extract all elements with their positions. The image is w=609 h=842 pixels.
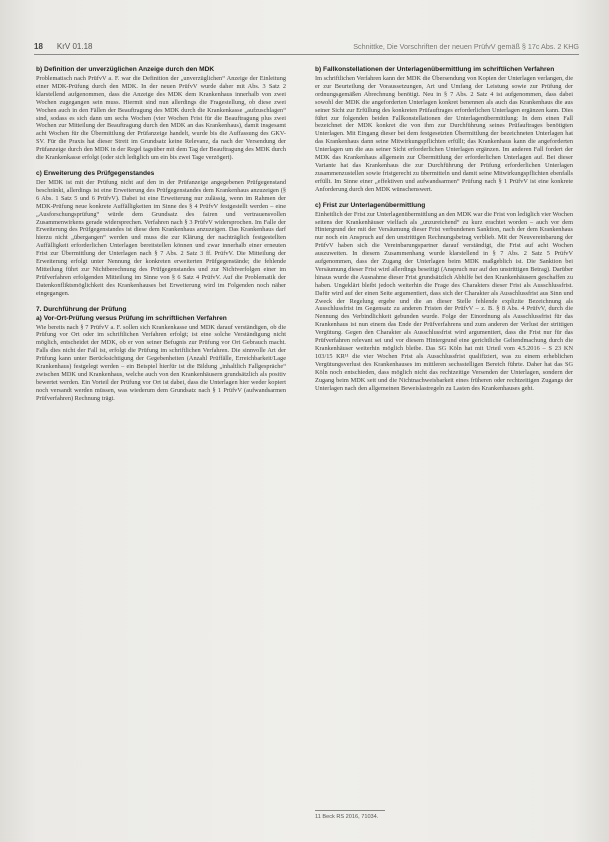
page-number: 18 [34,41,43,51]
paragraph: Der MDK ist mit der Prüfung nicht auf den in der Prüfanzeige angegebenen Prüfgegenstand beschränkt, allerdings ist eine Erweiterung des Prüfgegenstandes dem Krankenhaus anzuzeigen (§ 6 Abs. 1 Satz 5 und 6 PrüfvV). Dabei ist eine Erweiterung nur zulässig, wenn im Rahmen der MDK-Prüfung neue konkrete Auffälligkeiten im Sinne des § 4 PrüfvV festgestellt werden – eine „Ausforschungsprüfung“ würde dem Grundsatz des fairen und vertrauensvollen Zusammenwirkens gerade widersprechen. Verfahren nach § 3 PrüfvV widersprochen. Im Falle der Erweiterung des Prüfgegenstandes ist diese dem Krankenhaus anzuzeigen. Das Krankenhaus darf hierzu nicht „übergangen“ werden und muss die zur Klärung der nachträglich festgestellten Auffälligkeit erforderlichen Unterlagen bereitstellen können und zwar innerhalb einer erneuten Frist zur Übermittlung der Unterlagen nach § 7 Abs. 2 Satz 3 ff. PrüfvV. Die Mitteilung der Erweiterung erfolgt unter Nennung der konkreten erweiterten Prüfgegenstände; die fehlende Mitteilung führt zur Nichtberechnung des Prüfgegenstandes und zur Nichtverfolgen einer im Prüfverfahren erfolgenden Mitteilung im Sinne von § 6 Satz 4 PrüfvV. Auf die Problematik der Datenkonfliktsmöglichkeit des Krankenhauses bei Erweiterung wird im Folgenden noch näher eingegangen. [36,178,286,297]
page-header [34,40,579,52]
chapter-heading: 7. Durchführung der Prüfung [36,305,127,313]
journal-label: KrV 01.18 [56,41,93,51]
section-heading: a) Vor-Ort-Prüfung versus Prüfung im schriftlichen Verfahren [36,314,227,322]
right-column [315,66,573,400]
section-heading: c) Erweiterung des Prüfgegenstandes [36,169,155,177]
left-column [36,66,286,411]
section-heading: b) Definition der unverzüglichen Anzeige durch den MDK [36,66,215,73]
section-heading: b) Fallkonstellationen der Unterlagenübermittlung im schriftlichen Verfahren [315,66,555,73]
running-title: Schnittke, Die Vorschriften der neuen PrüfvV gemäß § 17c Abs. 2 KHG [353,41,579,51]
paragraph: Im schriftlichen Verfahren kann der MDK die Übersendung von Kopien der Unterlagen verlangen, die er zur Beurteilung der Voraussetzungen, Art und Umfang der Leistung sowie zur Prüfung der ordnungsgemäßen Abrechnung benötigt. Neu in § 7 Abs. 2 Satz 4 ist aufgenommen, dass dabei sowohl der MDK die angeforderten Unterlagen konkret benennen als auch das Krankenhaus die aus seiner Sicht zur Erfüllung des konkreten Prüfauftrages erforderlichen Unterlagen ergänzen kann. Dies führt zur folgenden beiden Fallkonstellationen der Unterlagenübermittlung: In dem einen Fall bezeichnet der MDK konkret die von ihm zur Durchführung seines Prüfauftrages benötigten Unterlagen. Mit Eingang dieser bei dem festgesetzten Übermittlung der bezeichneten Unterlagen hat das Krankenhaus dann seine Mitwirkungspflichten erfüllt; das Krankenhaus kann die angeforderten Unterlagen um die aus seiner Sicht erforderlichen Unterlagen ergänzen. Im anderen Fall fordert der MDK das Krankenhaus allgemein zur Übermittlung der erforderlichen Unterlagen auf. Bei dieser Variante hat das Krankenhaus die zur Durchführung der Prüfung erforderlichen Unterlagen zusammenzustellen sowie fristgerecht zu übermitteln und damit seine Mitwirkungspflichten ebenfalls erfüllt. Im Sinne einer „effektiven und aufwandsarmen“ Prüfung nach § 1 PrüfvV ist eine konkrete Anforderung durch den MDK wünschenswert. [315,75,573,193]
section-heading: c) Frist zur Unterlagenübermittlung [315,201,426,209]
paragraph: Wie bereits nach § 7 PrüfvV a. F. sollen sich Krankenkasse und MDK darauf verständigen, ob die Prüfung vor Ort oder im schriftlichen Verfahren erfolgt; ist eine solche Verständigung nicht möglich, entscheidet der MDK, ob er von seiner Befugnis zur Prüfung vor Ort Gebrauch macht. Falls dies nicht der Fall ist, erfolgt die Prüfung im schriftlichen Verfahren. Die sinnvolle Art der Prüfung kann unter Berücksichtigung der Gegebenheiten (Anzahl Prüffälle, Erreichbarkeit/Lage Krankenhaus) festgelegt werden – ein Beispiel hierfür ist die Bildung „inhaltlich Fallgespräche“ zwischen MDK und Krankenhaus, welche auch von den Krankenhäusern grundsätzlich als positiv bewertet werden. Ein Vorteil der Prüfung vor Ort ist dabei, dass die Unterlagen hier weder kopiert noch versandt werden müssen, was wiederum dem Grundsatz nach § 1 PrüfvV (aufwandsarmen Prüfverfahren) Rechnung trägt. [36,323,286,402]
paragraph: Einheitlich der Frist zur Unterlagenübermittlung an den MDK war die Frist von lediglich vier Wochen seitens der Krankenhäuser vielfach als „unzureichend“ zu kurz erachtet worden – auch vor dem Hintergrund der mit der Versäumung dieser Frist verbundenen Sanktion, nach der dem Krankenhaus nur noch ein Anspruch auf den unstrittigen Rechnungsbetrag verblieb. Mit der Neuvereinbarung der PrüfvV haben sich die Vereinbarungspartner darauf verständigt, die Frist auf acht Wochen auszuweiten. In diesem Zusammenhang wurde klarstellend in § 7 Abs. 2 Satz 5 PrüfvV aufgenommen, dass der Zugang der Unterlagen beim MDK maßgeblich ist. Die Sanktion bei Versäumung dieser Frist wird allerdings beseitigt (Anspruch nur auf den unstrittigen Betrag). Darüber hinaus wurde die Ausnahme dieser Frist grundsätzlich Abhilfe bei den Krankenhäusern geschaffen zu haben. Ungeklärt bleibt jedoch weiterhin die Frage des Charakters dieser Frist als Ausschlussfrist. Dafür wird auf der einen Seite argumentiert, dass sich der Charakter als Ausschlussfrist aus Sinn und Zweck der Regelung ergebe und die an dieser Stelle fehlende explizite Bezeichnung als Ausschlussfrist im Gegensatz zu anderen Fristen der PrüfvV – z. B. § 8 Abs. 4 PrüfvV, durch die Nennung des Verbindlichkeit gebunden wurde. Folge der Einordnung als Ausschlussfrist für das Krankenhaus ist nun einem das Ende der Prüfverfahrens und zum anderen der Verlust der strittigen Vergütung. Gegen den Charakter als Ausschlussfrist wird argumentiert, dass die Frist nur für das Prüfverfahren relevant sei und vor diesem Hintergrund eine gerichtliche Geltendmachung durch die Krankenhäuser weiterhin möglich bleibe. Das SG Köln hat mit Urteil vom 4.5.2016 – S 23 KN 103/15 KR¹¹ die vier Wochen Frist als Ausschlussfrist qualifiziert, was zu einem erheblichen Vergütungsverlust des Krankenhauses im mittleren sechsstelligen Bereich führte. Daher hat das SG Köln noch entschieden, dass möglich nicht das rechtzeitige Versenden der Unterlagen, sondern der Zugang beim MDK seit und die Nichtnachweisbarkeit eines früheren oder rechtzeitigen Zugangs der Unterlagen nach den allgemeinen Beweislastregeln zu Lasten des Krankenhauses geht. [315,210,573,392]
header-rule [34,54,579,55]
footnote-rule [315,810,385,811]
paragraph: Problematisch nach PrüfvV a. F. war die Definition der „unverzüglichen“ Anzeige der Einleitung einer MDK-Prüfung durch den MDK. In der neuen PrüfvV wurde daher mit Abs. 3 Satz 2 klarstellend aufgenommen, dass die Anzeige des MDK dem Krankenhaus innerhalb von zwei Wochen zugegangen sein muss. Hiermit sind nun allerdings die Fragestellung, ob diese zwei Wochen auch in den Fällen der Beauftragung des MDK durch die Krankenkasse „aufzuschlagen“ sind, sodass es sich dann um sechs Wochen (vier Wochen Frist für die Beauftragung plus zwei Wochen zur Mitteilung der Beauftragung durch den MDK an das Krankenhaus), damit insgesamt acht Wochen für die Übermittlung der Prüfanzeige handelt, wurde bis die Auffassung des GKV-SV. Für die Praxis hat dieser Streit im Grundsatz keine Relevanz, da nach der Versendung der Prüfanzeige durch den MDK in der Regel tagsüber mit dem Tag der Beauftragung des MDK durch die Krankenkasse erfolgt (oder sich lediglich um ein bis zwei Tage verzögert). [36,75,286,162]
footnote: 11 Beck RS 2016, 71034. [315,814,379,820]
